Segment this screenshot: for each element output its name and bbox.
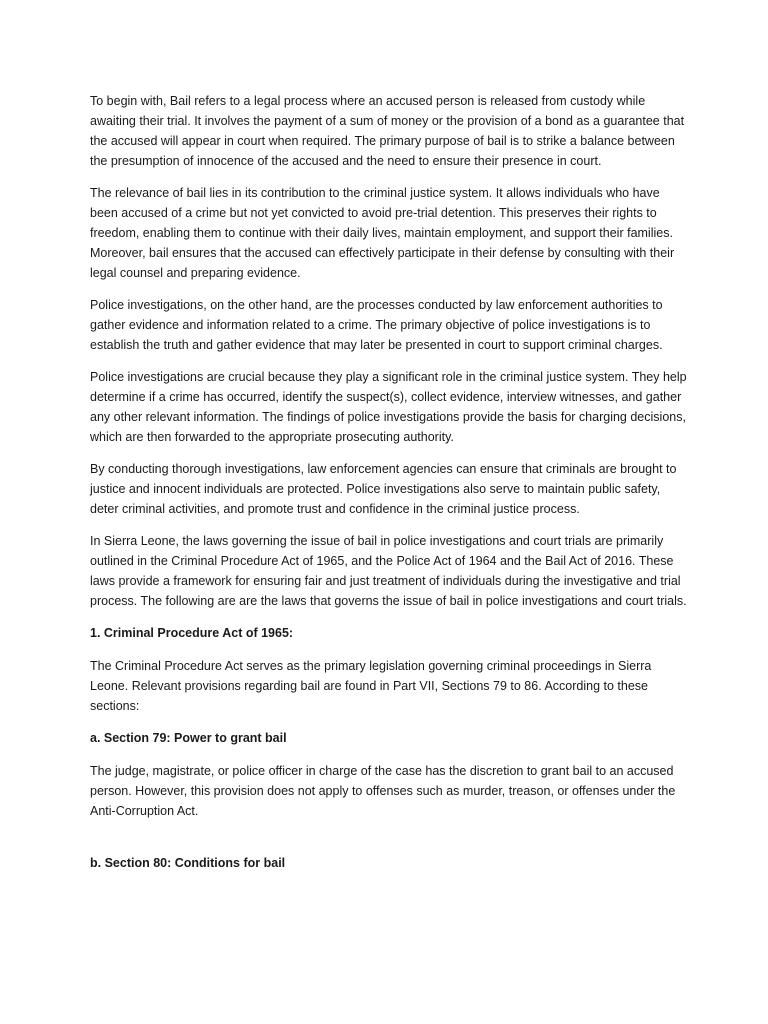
paragraph-section-79: The judge, magistrate, or police officer in charge of the case has the discretion to grant bail to an accused person. However, this provision does not apply to offenses such as murder, treason, or offenses under the Anti-Corruption Act. [90, 764, 676, 818]
paragraph-sierra-leone-laws: In Sierra Leone, the laws governing the issue of bail in police investigations and court trials are primarily outlined in the Criminal Procedure Act of 1965, and the Police Act of 1964 and the Bail Act of 2016. These laws provide a framework for ensuring fair and just treatment of individuals during the investigative and trial process. The following are are the laws that governs the issue of bail in police investigations and court trials. [90, 534, 687, 608]
heading-section-79: a. Section 79: Power to grant bail [90, 731, 287, 745]
heading-criminal-procedure-act: 1. Criminal Procedure Act of 1965: [90, 626, 294, 640]
paragraph-bail-definition: To begin with, Bail refers to a legal process where an accused person is released from custody while awaiting their trial. It involves the payment of a sum of money or the provision of a bond as a guarantee that the accused will appear in court when required. The primary purpose of bail is to strike a balance between the presumption of innocence of the accused and the need to ensure their presence in court. [90, 94, 685, 168]
paragraph-investigations-importance: Police investigations are crucial because they play a significant role in the criminal justice system. They help determine if a crime has occurred, identify the suspect(s), collect evidence, interview witnesses, and gather any other relevant information. The findings of police investigations provide the basis for charging decisions, which are then forwarded to the appropriate prosecuting authority. [90, 370, 687, 444]
paragraph-bail-relevance: The relevance of bail lies in its contribution to the criminal justice system. It allows individuals who have been accused of a crime but not yet convicted to avoid pre-trial detention. This preserves their rights to freedom, enabling them to continue with their daily lives, maintain employment, and support their families. Moreover, bail ensures that the accused can effectively participate in their defense by consulting with their legal counsel and preparing evidence. [90, 186, 675, 280]
blank-line [90, 833, 688, 853]
heading-section-80: b. Section 80: Conditions for bail [90, 856, 286, 870]
paragraph-criminal-procedure-act: The Criminal Procedure Act serves as the primary legislation governing criminal proceedings in Sierra Leone. Relevant provisions regarding bail are found in Part VII, Sections 79 to 86. According to these sections: [90, 659, 652, 713]
paragraph-police-investigations: Police investigations, on the other hand, are the processes conducted by law enforcement authorities to gather evidence and information related to a crime. The primary objective of police investigations is to establish the truth and gather evidence that may later be presented in court to support criminal charges. [90, 298, 663, 352]
paragraph-thorough-investigations: By conducting thorough investigations, law enforcement agencies can ensure that criminals are brought to justice and innocent individuals are protected. Police investigations also serve to maintain public safety, deter criminal activities, and promote trust and confidence in the criminal justice process. [90, 462, 677, 516]
